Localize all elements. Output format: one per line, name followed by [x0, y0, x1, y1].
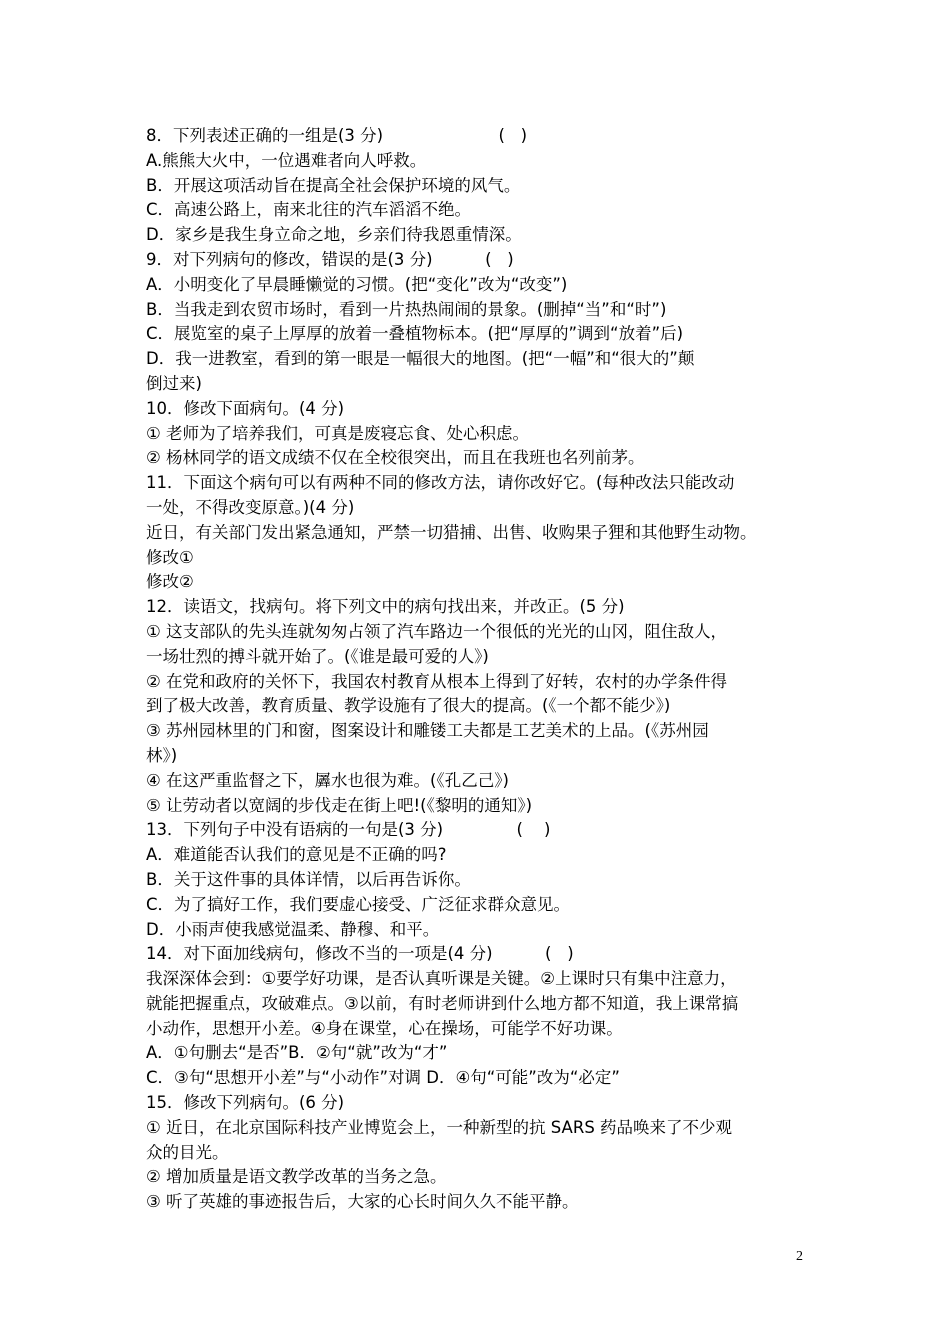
text-line: A．①句删去“是否”B．②句“就”改为“才”	[146, 1043, 448, 1063]
text-line: 林》)	[146, 745, 178, 765]
text-line: 近日，有关部门发出紧急通知，严禁一切猎捕、出售、收购果子狸和其他野生动物。	[146, 522, 757, 542]
text-line: ② 杨林同学的语文成绩不仅在全校很突出，而且在我班也名列前茅。	[146, 448, 645, 468]
text-line: ① 老师为了培养我们，可真是废寝忘食、处心积虑。	[146, 423, 530, 443]
text-line: B．关于这件事的具体详情，以后再告诉你。	[146, 869, 471, 889]
text-line: ⑤ 让劳动者以宽阔的步伐走在街上吧!(《黎明的通知》)	[146, 795, 533, 815]
text-line: 到了极大改善，教育质量、教学设施有了很大的提高。(《一个都不能少》)	[146, 696, 671, 716]
text-line: C．③句“思想开小差”与“小动作”对调 D．④句“可能”改为“必定”	[146, 1068, 620, 1088]
text-line: ③ 听了英雄的事迹报告后，大家的心长时间久久不能平静。	[146, 1192, 579, 1212]
text-line: A．小明变化了早晨睡懒觉的习惯。(把“变化”改为“改变”)	[146, 274, 568, 294]
text-line: C．为了搞好工作，我们要虚心接受、广泛征求群众意见。	[146, 894, 571, 914]
text-line: 修改②	[146, 572, 194, 592]
text-line: 14．对下面加线病句，修改不当的一项是(4 分) ( )	[146, 944, 574, 964]
text-line: 一场壮烈的搏斗就开始了。(《谁是最可爱的人》)	[146, 646, 489, 666]
text-line: ② 在党和政府的关怀下，我国农村教育从根本上得到了好转，农村的办学条件得	[146, 671, 728, 691]
text-line: D．小雨声使我感觉温柔、静穆、和平。	[146, 919, 440, 939]
text-line: ③ 苏州园林里的门和窗，图案设计和雕镂工夫都是工艺美术的上品。(《苏州园	[146, 721, 709, 741]
text-line: ④ 在这严重监督之下，羼水也很为难。(《孔乙己》)	[146, 770, 509, 790]
text-line: 10．修改下面病句。(4 分)	[146, 398, 345, 418]
text-line: A.熊熊大火中，一位遇难者向人呼救。	[146, 150, 427, 170]
text-line: D．家乡是我生身立命之地，乡亲们待我恩重情深。	[146, 225, 522, 245]
text-line: 倒过来)	[146, 373, 202, 393]
page-number: 2	[796, 1249, 803, 1264]
text-line: ① 这支部队的先头连就匆匆占领了汽车路边一个很低的光光的山冈，阻住敌人，	[146, 621, 728, 641]
text-line: 12．读语文，找病句。将下列文中的病句找出来，并改正。(5 分)	[146, 597, 625, 617]
text-line: 9．对下列病句的修改，错误的是(3 分) ( )	[146, 249, 514, 269]
text-line: 11．下面这个病句可以有两种不同的修改方法，请你改好它。(每种改法只能改动	[146, 473, 735, 493]
text-line: B．开展这项活动旨在提高全社会保护环境的风气。	[146, 175, 521, 195]
text-line: 就能把握重点，攻破难点。③以前，有时老师讲到什么地方都不知道，我上课常搞	[146, 993, 739, 1013]
text-line: 15．修改下列病句。(6 分)	[146, 1093, 345, 1113]
document-body	[146, 124, 836, 1215]
text-line: C．高速公路上，南来北往的汽车滔滔不绝。	[146, 200, 472, 220]
text-line: ① 近日，在北京国际科技产业博览会上，一种新型的抗 SARS 药品唤来了不少观	[146, 1117, 733, 1137]
text-line: 众的目光。	[146, 1142, 229, 1162]
text-line: 修改①	[146, 547, 194, 567]
text-line: ② 增加质量是语文教学改革的当务之急。	[146, 1167, 447, 1187]
text-line: B．当我走到农贸市场时，看到一片热热闹闹的景象。(删掉“当”和“时”)	[146, 299, 667, 319]
text-line: 我深深体会到：①要学好功课，是否认真听课是关键。②上课时只有集中注意力，	[146, 969, 737, 989]
text-line: D．我一进教室，看到的第一眼是一幅很大的地图。(把“一幅”和“很大的”颠	[146, 349, 695, 369]
text-line: C．展览室的桌子上厚厚的放着一叠植物标本。(把“厚厚的”调到“放着”后)	[146, 324, 684, 344]
text-line: 8．下列表述正确的一组是(3 分) ( )	[146, 126, 528, 145]
text-line: 小动作，思想开小差。④身在课堂，心在操场，可能学不好功课。	[146, 1018, 623, 1038]
text-line: A．难道能否认我们的意见是不正确的吗?	[146, 845, 447, 865]
text-line: 13．下列句子中没有语病的一句是(3 分) ( )	[146, 820, 551, 840]
text-line: 一处，不得改变原意。)(4 分)	[146, 497, 355, 517]
